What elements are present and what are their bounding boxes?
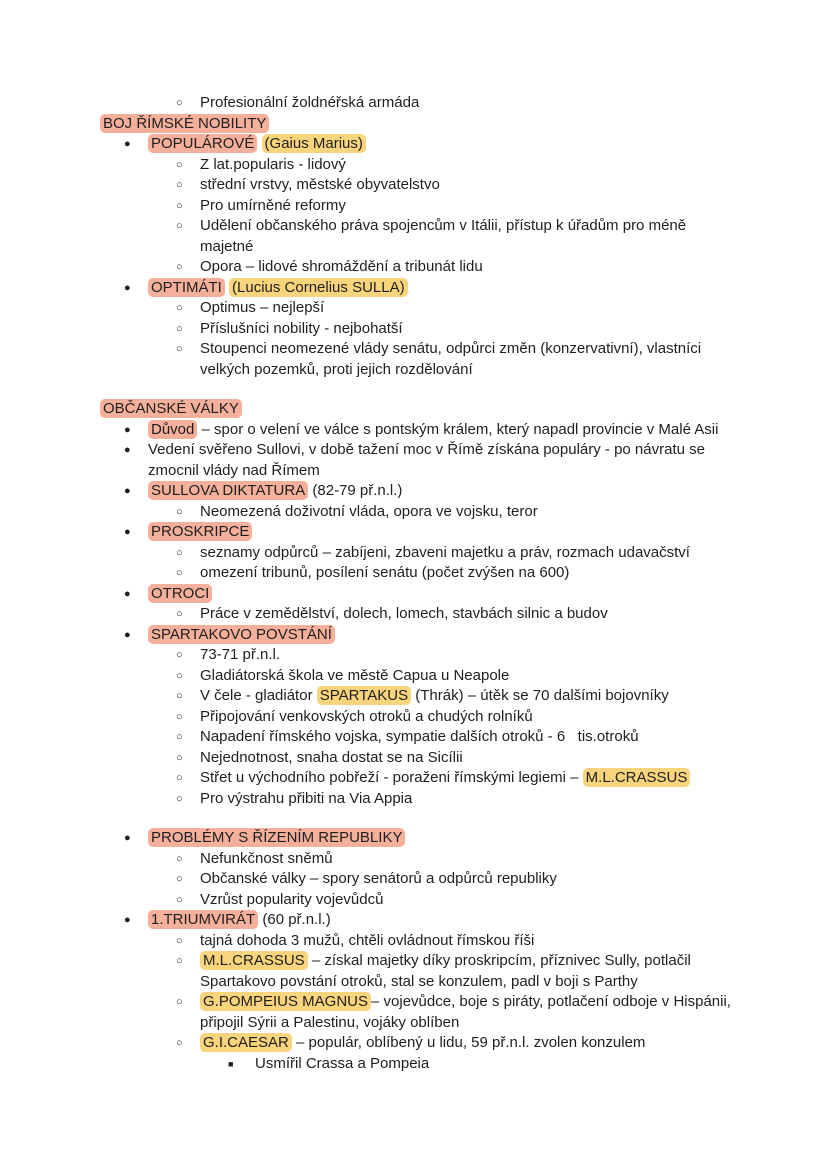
line-text	[200, 175, 736, 196]
bullet-disc-icon: ●	[124, 587, 131, 600]
bullet-circle-icon: ○	[176, 710, 183, 723]
bullet-disc-icon: ●	[124, 423, 131, 436]
text-run: Pro umírněné reformy	[200, 196, 346, 214]
bullet-circle-icon: ○	[176, 158, 183, 171]
line-text	[100, 399, 736, 420]
line-text	[200, 216, 736, 257]
highlight-salmon: SPARTAKOVO POVSTÁNÍ	[148, 625, 335, 644]
highlight-salmon: PROBLÉMY S ŘÍZENÍM REPUBLIKY	[148, 828, 405, 847]
text-run: (82-79 př.n.l.)	[308, 482, 403, 499]
bullet-disc-icon: ●	[124, 281, 131, 294]
text-run: Usmířil Crassa a Pompeia	[255, 1054, 430, 1072]
bullet-circle-icon: ○	[176, 893, 183, 906]
bullet-disc-icon: ●	[124, 832, 131, 844]
highlight-yellow: G.I.CAESAR	[200, 1033, 292, 1052]
highlight-salmon: OPTIMÁTI	[148, 278, 225, 297]
sub-bullet-item	[100, 155, 736, 176]
line-text	[200, 319, 736, 340]
text-run: Optimus – nejlepší	[200, 299, 325, 316]
bullet-circle-icon: ○	[176, 97, 183, 109]
bullet-disc-icon: ●	[124, 526, 131, 538]
sub-bullet-item	[100, 869, 736, 890]
text-run: střední vrstvy, městské obyvatelstvo	[200, 176, 440, 193]
highlight-yellow: M.L.CRASSUS	[583, 768, 691, 787]
bullet-item	[100, 625, 736, 646]
sub-bullet-item	[100, 686, 736, 707]
line-text	[200, 890, 736, 911]
sub-bullet-item	[100, 748, 736, 769]
text-run: Nefunkčnost sněmů	[200, 849, 333, 867]
sub-bullet-item	[100, 951, 736, 992]
line-text	[200, 543, 736, 564]
highlight-salmon: OTROCI	[148, 584, 212, 603]
line-text	[148, 910, 736, 931]
sub-bullet-item	[100, 93, 736, 114]
line-text	[200, 992, 736, 1033]
highlight-yellow: G.POMPEIUS MAGNUS	[200, 992, 371, 1011]
line-text	[200, 298, 736, 319]
text-run: Z lat.popularis - lidový	[200, 155, 346, 173]
sub-bullet-item	[100, 1033, 736, 1054]
text-run: tajná dohoda 3 mužů, chtěli ovládnout římskou říši	[200, 931, 535, 949]
sub-bullet-item	[100, 319, 736, 340]
highlight-yellow: (Lucius Cornelius SULLA)	[229, 278, 408, 297]
sub-bullet-item	[100, 216, 736, 257]
bullet-circle-icon: ○	[176, 772, 183, 784]
sub-bullet-item	[100, 707, 736, 728]
line-text	[148, 278, 736, 299]
line-text	[200, 686, 736, 707]
text-run: (60 př.n.l.)	[258, 911, 331, 928]
line-text	[200, 563, 736, 584]
bullet-circle-icon: ○	[176, 934, 183, 947]
bullet-circle-icon: ○	[176, 220, 183, 232]
text-run: Udělení občanského práva spojencům v Itálii, přístup k úřadům pro méně majetné	[200, 217, 691, 255]
text-run: omezení tribunů, posílení senátu (počet zvýšen na 600)	[200, 564, 570, 581]
line-text	[200, 748, 736, 769]
text-run: Napadení římského vojska, sympatie dalších otroků - 6 tis.otroků	[200, 728, 639, 745]
bullet-circle-icon: ○	[176, 179, 183, 191]
text-run: Pro výstrahu přibiti na Via Appia	[200, 789, 413, 807]
bullet-circle-icon: ○	[176, 1037, 183, 1049]
sub-sub-bullet-item	[100, 1054, 736, 1075]
line-text	[200, 196, 736, 217]
sub-bullet-item	[100, 563, 736, 584]
highlight-salmon: 1.TRIUMVIRÁT	[148, 910, 258, 929]
highlight-salmon: SULLOVA DIKTATURA	[148, 481, 308, 500]
bullet-circle-icon: ○	[176, 302, 183, 314]
bullet-circle-icon: ○	[176, 955, 183, 967]
bullet-circle-icon: ○	[176, 199, 183, 212]
bullet-circle-icon: ○	[176, 873, 183, 885]
bullet-disc-icon: ●	[124, 444, 131, 456]
text-run: Opora – lidové shromáždění a tribunát lidu	[200, 258, 483, 275]
line-text	[148, 584, 736, 605]
highlight-salmon: BOJ ŘÍMSKÉ NOBILITY	[100, 114, 269, 133]
text-run: Gladiátorská škola ve městě Capua u Neapole	[200, 666, 510, 684]
text-run: Občanské války – spory senátorů a odpůrců republiky	[200, 870, 557, 887]
text-run: Příslušníci nobility - nejbohatší	[200, 319, 403, 337]
bullet-circle-icon: ○	[176, 546, 183, 559]
line-text	[200, 768, 736, 789]
bullet-item	[100, 910, 736, 931]
bullet-item	[100, 522, 736, 543]
line-text	[200, 257, 736, 278]
bullet-item	[100, 278, 736, 299]
text-run: Vzrůst popularity vojevůdců	[200, 890, 384, 908]
text-run: Střet u východního pobřeží - poraženi římskými legiemi –	[200, 769, 583, 786]
line-text	[148, 828, 736, 849]
sub-bullet-item	[100, 196, 736, 217]
bullet-item	[100, 481, 736, 502]
bullet-disc-icon: ●	[124, 914, 131, 926]
sub-bullet-item	[100, 849, 736, 870]
bullet-circle-icon: ○	[176, 690, 183, 702]
text-run: Práce v zemědělství, dolech, lomech, stavbách silnic a budov	[200, 605, 608, 622]
section-heading	[100, 399, 736, 420]
line-text	[200, 707, 736, 728]
line-text	[200, 155, 736, 176]
line-text	[148, 134, 736, 155]
line-text	[200, 93, 736, 114]
line-text	[100, 114, 736, 135]
sub-bullet-item	[100, 257, 736, 278]
bullet-disc-icon: ●	[124, 138, 131, 150]
text-run: V čele - gladiátor	[200, 687, 317, 704]
text-run: Nejednotnost, snaha dostat se na Sicílii	[200, 748, 463, 766]
line-text	[200, 645, 736, 666]
bullet-circle-icon: ○	[176, 852, 183, 865]
bullet-circle-icon: ○	[176, 505, 183, 518]
bullet-circle-icon: ○	[176, 731, 183, 743]
bullet-item	[100, 134, 736, 155]
sub-bullet-item	[100, 890, 736, 911]
bullet-disc-icon: ●	[124, 628, 131, 641]
bullet-circle-icon: ○	[176, 343, 183, 355]
bullet-item	[100, 828, 736, 849]
line-text	[148, 440, 736, 481]
highlight-yellow: (Gaius Marius)	[262, 134, 366, 153]
text-run: seznamy odpůrců – zabíjeni, zbaveni majetku a práv, rozmach udavačství	[200, 543, 690, 561]
line-text	[200, 339, 736, 380]
bullet-circle-icon: ○	[176, 261, 183, 273]
text-run: (Thrák) – útěk se 70 dalšími bojovníky	[411, 687, 669, 704]
text-run: Profesionální žoldnéřská armáda	[200, 94, 420, 111]
line-text	[200, 604, 736, 625]
text-run: – populár, oblíbený u lidu, 59 př.n.l. zvolen konzulem	[291, 1034, 646, 1051]
bullet-circle-icon: ○	[176, 608, 183, 620]
bullet-circle-icon: ○	[176, 322, 183, 335]
line-text	[200, 869, 736, 890]
bullet-square-icon: ■	[228, 1058, 234, 1069]
highlight-salmon: Důvod	[148, 420, 197, 439]
line-text	[200, 931, 736, 952]
text-run: Neomezená doživotní vláda, opora ve vojsku, teror	[200, 502, 538, 520]
section-heading	[100, 114, 736, 135]
sub-bullet-item	[100, 727, 736, 748]
highlight-yellow: M.L.CRASSUS	[200, 951, 308, 970]
bullet-circle-icon: ○	[176, 649, 183, 661]
text-run	[257, 135, 261, 152]
text-run: – spor o velení ve válce s pontským králem, který napadl provincie v Malé Asii	[197, 420, 719, 438]
highlight-salmon: PROSKRIPCE	[148, 522, 252, 541]
bullet-item	[100, 420, 736, 441]
text-run: Stoupenci neomezené vlády senátu, odpůrci změn (konzervativní), vlastníci velkých pozemků, proti jejich rozdělování	[200, 340, 706, 378]
sub-bullet-item	[100, 339, 736, 380]
bullet-item	[100, 440, 736, 481]
sub-bullet-item	[100, 645, 736, 666]
highlight-yellow: SPARTAKUS	[317, 686, 411, 705]
sub-bullet-item	[100, 175, 736, 196]
line-text	[255, 1054, 736, 1075]
line-text	[148, 522, 736, 543]
sub-bullet-item	[100, 543, 736, 564]
line-text	[200, 502, 736, 523]
bullet-circle-icon: ○	[176, 669, 183, 682]
line-text	[200, 727, 736, 748]
line-text	[200, 849, 736, 870]
bullet-circle-icon: ○	[176, 751, 183, 764]
bullet-disc-icon: ●	[124, 485, 131, 497]
text-run: – získal majetky díky proskripcím, příznivec Sully, potlačil Spartakovo povstání otroků, stal se konzulem, padl v boji s Parthy	[200, 952, 696, 990]
line-text	[200, 951, 736, 992]
sub-bullet-item	[100, 298, 736, 319]
line-text	[200, 1033, 736, 1054]
line-text	[148, 481, 736, 502]
sub-bullet-item	[100, 604, 736, 625]
text-run: 73-71 př.n.l.	[200, 646, 281, 663]
text-run: – vojevůdce, boje s piráty, potlačení odboje v Hispánii, připojil Sýrii a Palestinu, vojáky oblíben	[200, 993, 736, 1031]
bullet-circle-icon: ○	[176, 792, 183, 805]
bullet-circle-icon: ○	[176, 996, 183, 1008]
sub-bullet-item	[100, 992, 736, 1033]
line-text	[200, 666, 736, 687]
sub-bullet-item	[100, 789, 736, 810]
line-text	[148, 420, 736, 441]
text-run: Vedení svěřeno Sullovi, v době tažení moc v Římě získána populáry - po návratu se zmocnil vlády nad Římem	[148, 441, 710, 479]
sub-bullet-item	[100, 502, 736, 523]
highlight-salmon: POPULÁROVÉ	[148, 134, 257, 153]
bullet-circle-icon: ○	[176, 567, 183, 579]
text-run: Připojování venkovských otroků a chudých rolníků	[200, 707, 533, 725]
bullet-item	[100, 584, 736, 605]
highlight-salmon: OBČANSKÉ VÁLKY	[100, 399, 242, 418]
sub-bullet-item	[100, 768, 736, 789]
line-text	[200, 789, 736, 810]
line-text	[148, 625, 736, 646]
sub-bullet-item	[100, 666, 736, 687]
sub-bullet-item	[100, 931, 736, 952]
